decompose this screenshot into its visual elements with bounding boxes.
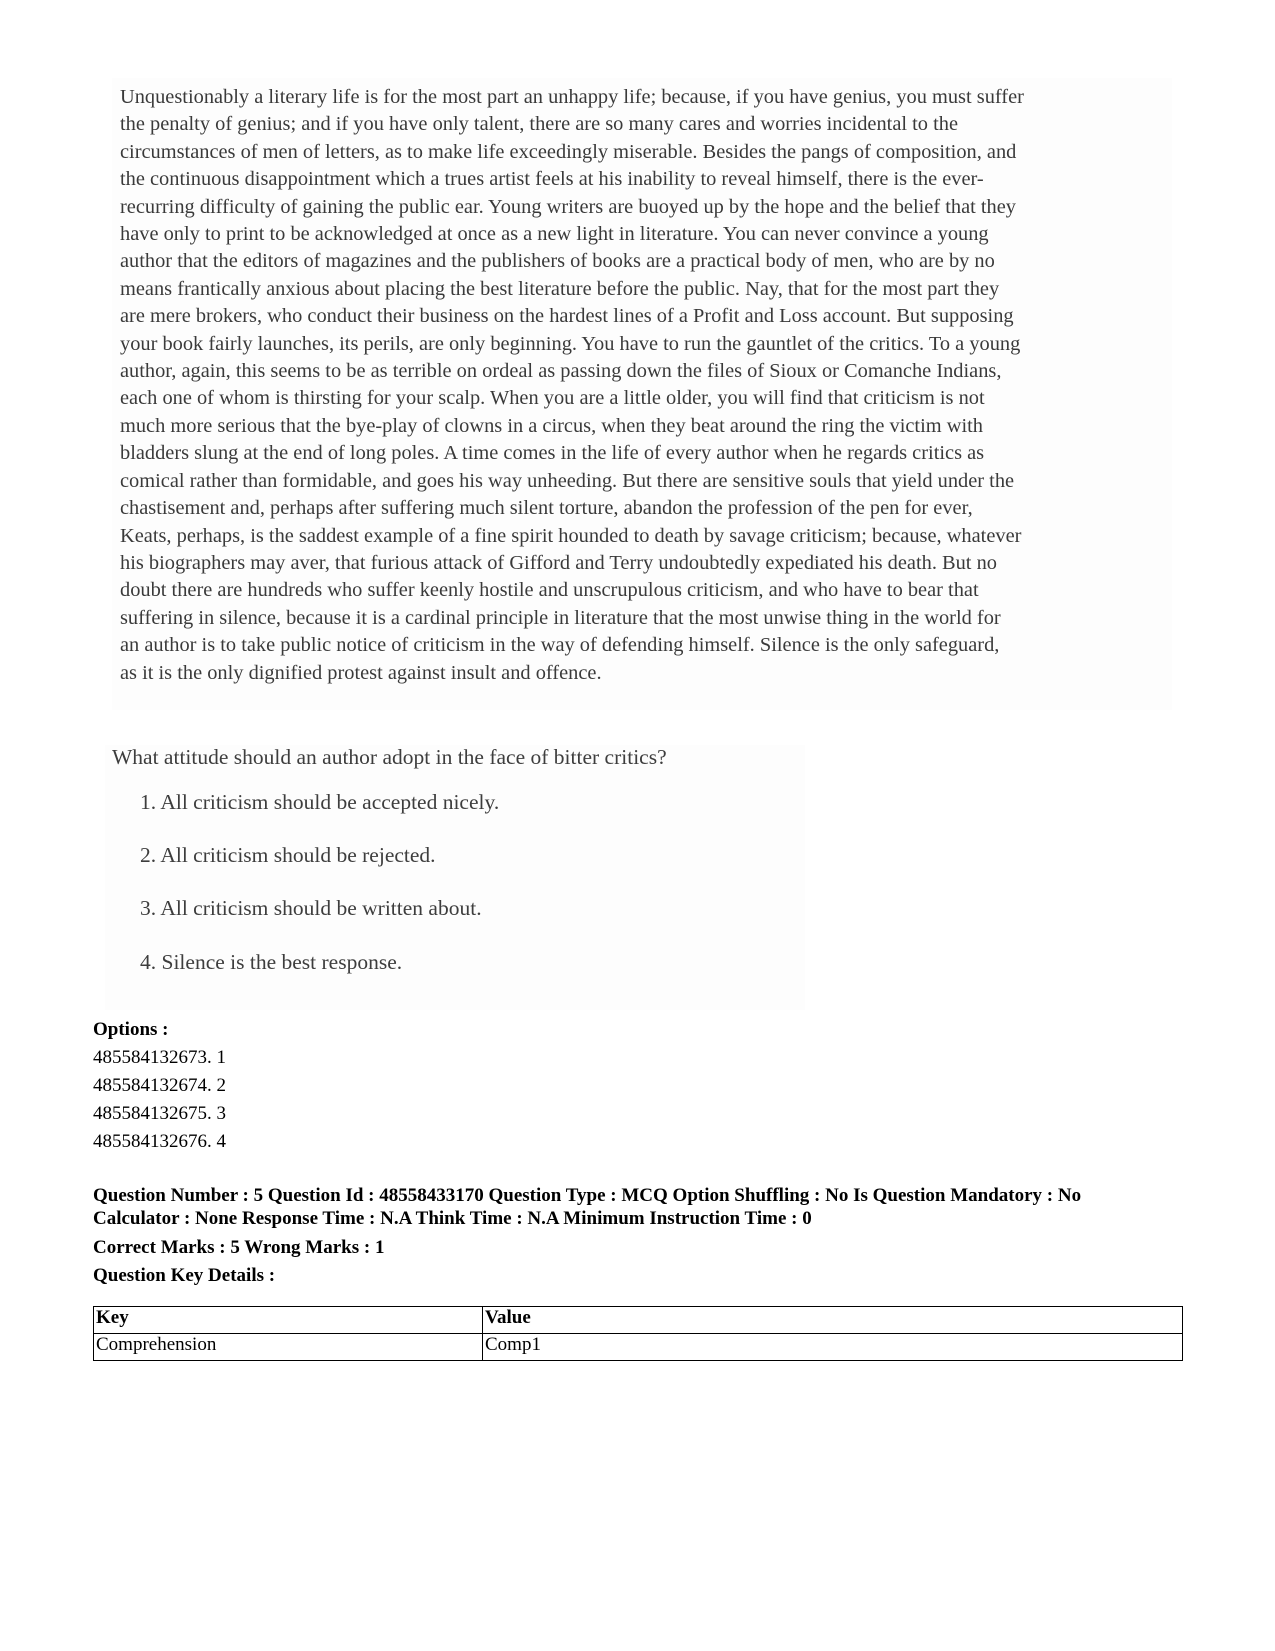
question-text: What attitude should an author adopt in the face of bitter critics? (112, 745, 667, 769)
passage-line: author that the editors of magazines and the publishers of books are a practical body of men, who are by no (120, 250, 995, 273)
passage-line: the penalty of genius; and if you have only talent, there are so many cares and worries incidental to the (120, 113, 958, 136)
key-details-heading: Question Key Details : (93, 1265, 276, 1286)
choice-2: 2. All criticism should be rejected. (140, 843, 436, 867)
passage-line: his biographers may aver, that furious attack of Gifford and Terry undoubtedly expediated his death. But no (120, 551, 997, 574)
header-key: Key (94, 1307, 483, 1334)
passage-line: are mere brokers, who conduct their business on the hardest lines of a Profit and Loss account. But supposing (120, 305, 1014, 328)
option-id-4: 485584132676. 4 (93, 1131, 226, 1152)
passage-line: recurring difficulty of gaining the public ear. Young writers are buoyed up by the hope and the belief that they (120, 195, 1017, 218)
question-meta-line-1: Question Number : 5 Question Id : 48558433170 Question Type : MCQ Option Shuffling : No Is Question Mandatory : No (93, 1185, 1082, 1206)
passage-line: the continuous disappointment which a trues artist feels at his inability to reveal himself, there is the ever- (120, 168, 984, 191)
passage-image (112, 78, 1172, 710)
passage-line: bladders slung at the end of long poles. A time comes in the life of every author when he regards critics as (120, 442, 985, 465)
passage-line: author, again, this seems to be as terrible on ordeal as passing down the files of Sioux or Comanche Indians, (120, 360, 1002, 383)
passage-line: much more serious that the bye-play of clowns in a circus, when they beat around the ring the victim with (120, 414, 983, 437)
question-meta-line-2: Calculator : None Response Time : N.A Think Time : N.A Minimum Instruction Time : 0 (93, 1208, 812, 1229)
passage-line: chastisement and, perhaps after suffering much silent torture, abandon the profession of the pen for ever, (120, 497, 973, 520)
passage-line: suffering in silence, because it is a cardinal principle in literature that the most unwise thing in the world for (120, 606, 1001, 629)
cell-value: Comp1 (483, 1334, 1183, 1361)
table-header-row (94, 1307, 1183, 1334)
table-row (94, 1334, 1183, 1361)
passage-line: have only to print to be acknowledged at once as a new light in literature. You can never convince a young (120, 223, 989, 246)
header-value: Value (483, 1307, 1183, 1334)
passage-line: comical rather than formidable, and goes his way unheeding. But there are sensitive souls that yield under the (120, 469, 1015, 492)
option-id-2: 485584132674. 2 (93, 1075, 226, 1096)
passage-line: an author is to take public notice of criticism in the way of defending himself. Silence is the only safeguard, (120, 634, 1000, 657)
choice-3: 3. All criticism should be written about. (140, 896, 482, 920)
choice-1: 1. All criticism should be accepted nicely. (140, 790, 500, 814)
passage-line: each one of whom is thirsting for your scalp. When you are a little older, you will find that criticism is not (120, 387, 985, 410)
marks-line: Correct Marks : 5 Wrong Marks : 1 (93, 1237, 385, 1258)
cell-key: Comprehension (94, 1334, 483, 1361)
option-id-1: 485584132673. 1 (93, 1047, 226, 1068)
key-details-table (93, 1306, 1183, 1361)
passage-line: Keats, perhaps, is the saddest example of a fine spirit hounded to death by savage criticism; because, whatever (120, 524, 1022, 547)
choice-4: 4. Silence is the best response. (140, 950, 403, 974)
passage-line: Unquestionably a literary life is for the most part an unhappy life; because, if you have genius, you must suffer (120, 86, 1024, 108)
passage-line: means frantically anxious about placing the best literature before the public. Nay, that for the most part they (120, 277, 1000, 300)
options-heading: Options : (93, 1019, 169, 1040)
passage-line: doubt there are hundreds who suffer keenly hostile and unscrupulous criticism, and who have to bear that (120, 579, 979, 602)
option-id-3: 485584132675. 3 (93, 1103, 226, 1124)
passage-line: circumstances of men of letters, as to make life exceedingly miserable. Besides the pangs of composition, and (120, 140, 1017, 163)
passage-line: as it is the only dignified protest against insult and offence. (120, 661, 602, 684)
passage-line: your book fairly launches, its perils, are only beginning. You have to run the gauntlet of the critics. To a young (120, 332, 1021, 355)
comprehension-passage (120, 84, 1165, 687)
question-image (105, 745, 805, 1010)
